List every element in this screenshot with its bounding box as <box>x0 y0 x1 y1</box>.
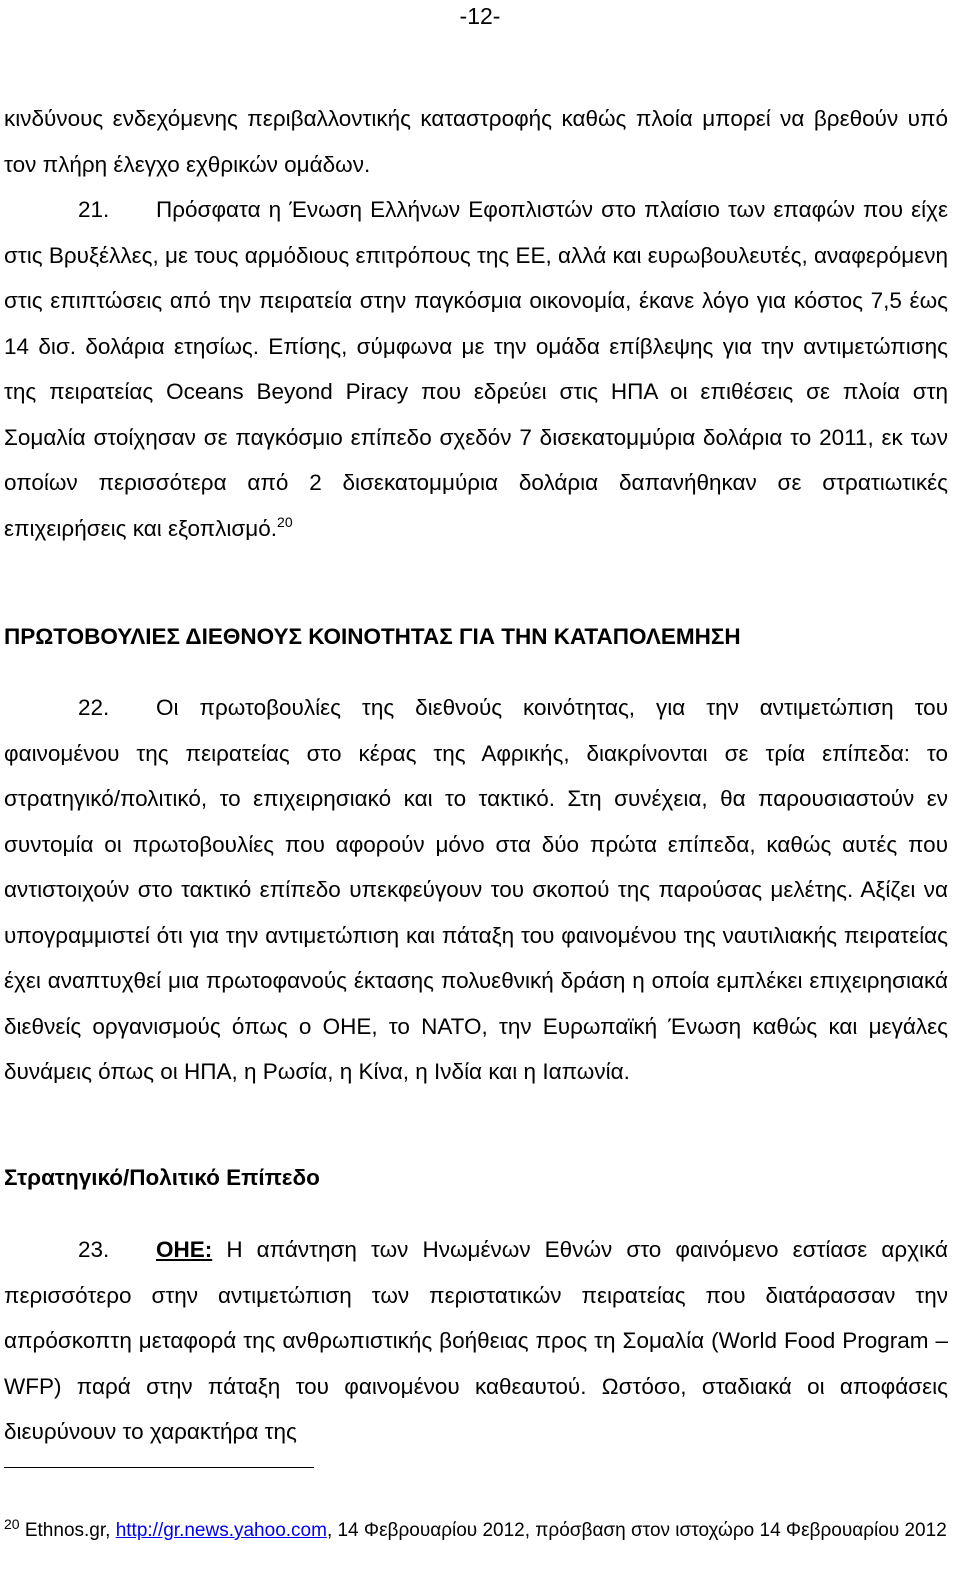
footnote-number: 20 <box>4 1516 20 1532</box>
paragraph-21 <box>4 96 948 551</box>
paragraph-number: 21. <box>78 197 110 222</box>
paragraph-23 <box>4 1227 948 1455</box>
paragraph-text: Πρόσφατα η Ένωση Ελλήνων Εφοπλιστών στο πλαίσιο των επαφών που είχε στις Βρυξέλλες, με τους αρμόδιους επιτρόπους της ΕΕ, αλλά και ευρωβουλευτές, αναφερόμενη στις επιπτώσεις από την πειρατεία στην παγκόσμια οικονομία, έκανε λόγο για κόστος 7,5 έως 14 δισ. δολάρια ετησίως. Επίσης, σύμφωνα με την ομάδα επίβλεψης για την αντιμετώπισης της πειρατείας Oceans Beyond Piracy που εδρεύει στις ΗΠΑ οι επιθέσεις σε πλοία στη Σομαλία στοίχησαν σε παγκόσμιο επίπεδο σχεδόν 7 δισεκατομμύρια δολάρια το 2011, εκ των οποίων περισσότερα από 2 δισεκατομμύρια δολάρια δαπανήθηκαν σε στρατιωτικές επιχειρήσεις και εξοπλισμό. <box>4 197 948 541</box>
paragraph-continuation-text: κινδύνους ενδεχόμενης περιβαλλοντικής καταστροφής καθώς πλοία μπορεί να βρεθούν υπό τον πλήρη έλεγχο εχθρικών ομάδων. <box>4 106 948 177</box>
paragraph-number: 23. <box>78 1237 110 1262</box>
subsection-heading: Στρατηγικό/Πολιτικό Επίπεδο <box>4 1165 320 1190</box>
paragraph-22 <box>4 685 948 1095</box>
paragraph-number: 22. <box>78 695 110 720</box>
paragraph-text: Οι πρωτοβουλίες της διεθνούς κοινότητας, για την αντιμετώπιση του φαινομένου της πειρατείας στο κέρας της Αφρικής, διακρίνονται σε τρία επίπεδα: το στρατηγικό/πολιτικό, το επιχειρησιακό και το τακτικό. Στη συνέχεια, θα παρουσιαστούν εν συντομία οι πρωτοβουλίες που αφορούν μόνο στα δύο πρώτα επίπεδα, καθώς αυτές που αντιστοιχούν στο τακτικό επίπεδο υπεκφεύγουν του σκοπού της παρούσας μελέτης. Αξίζει να υπογραμμιστεί ότι για την αντιμετώπιση και πάταξη του φαινομένου της ναυτιλιακής πειρατείας έχει αναπτυχθεί μια πρωτοφανούς έκτασης πολυεθνική δράση η οποία εμπλέκει επιχειρησιακά διεθνείς οργανισμούς όπως ο ΟΗΕ, το ΝΑΤΟ, την Ευρωπαϊκή Ένωση καθώς και μεγάλες δυνάμεις όπως οι ΗΠΑ, η Ρωσία, η Κίνα, η Ινδία και η Ιαπωνία. <box>4 695 948 1084</box>
paragraph-label: ΟΗΕ: <box>156 1237 213 1262</box>
page-number: -12- <box>459 3 501 29</box>
footnote-separator <box>4 1467 314 1468</box>
paragraph-text: Η απάντηση των Ηνωμένων Εθνών στο φαινόμενο εστίασε αρχικά περισσότερο στην αντιμετώπιση των περιστατικών πειρατείας που διατάρασσαν την απρόσκοπτη μεταφορά της ανθρωπιστικής βοήθειας προς τη Σομαλία (World Food Program – WFP) παρά στην πάταξη του φαινομένου καθεαυτού. Ωστόσο, σταδιακά οι αποφάσεις διευρύνουν το χαρακτήρα της <box>4 1237 948 1444</box>
section-heading: ΠΡΩΤΟΒΟΥΛΙΕΣ ΔΙΕΘΝΟΥΣ ΚΟΙΝΟΤΗΤΑΣ ΓΙΑ ΤΗΝ ΚΑΤΑΠΟΛΕΜΗΣΗ <box>4 624 741 649</box>
footnote-text: , 14 Φεβρουαρίου 2012, πρόσβαση στον ιστοχώρο 14 Φεβρουαρίου 2012 <box>326 1520 947 1541</box>
footnote-reference[interactable]: 20 <box>277 513 293 530</box>
footnote <box>4 1517 948 1544</box>
footnote-source: Ethnos.gr, <box>19 1520 116 1541</box>
footnote-link[interactable]: http://gr.news.yahoo.com <box>115 1520 327 1541</box>
